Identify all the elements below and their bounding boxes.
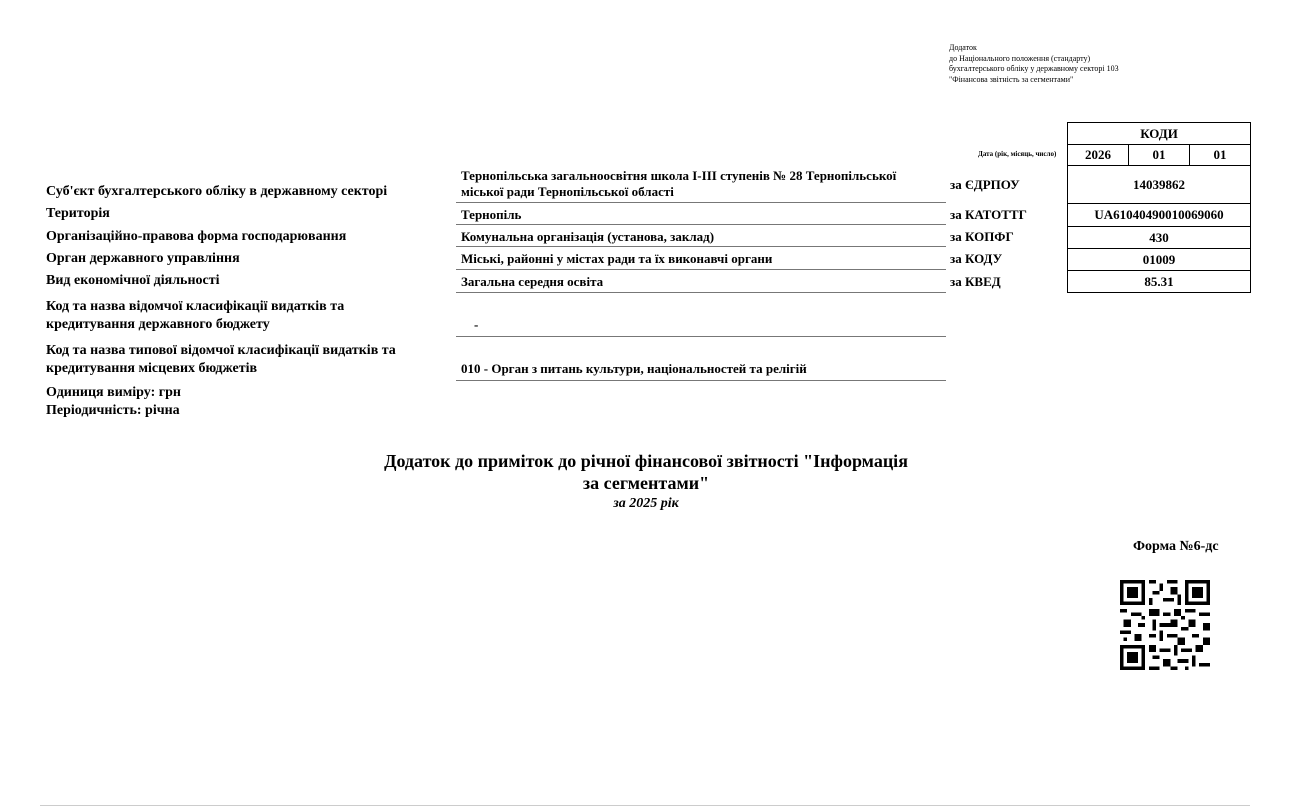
date-month: 01 bbox=[1128, 144, 1190, 166]
title-line: Додаток до приміток до річної фінансової звітності "Інформація bbox=[384, 451, 908, 471]
gov-body-label: Орган державного управління bbox=[46, 251, 240, 266]
state-budget-label bbox=[46, 298, 344, 334]
subject-label: Суб'єкт бухгалтерського обліку в державному секторі bbox=[46, 184, 388, 199]
katottg-label: за КАТОТТГ bbox=[950, 207, 1027, 222]
label-line: Код та назва типової відомчої класифікації видатків та bbox=[46, 343, 396, 358]
activity-label: Вид економічної діяльності bbox=[46, 273, 220, 288]
activity-value: Загальна середня освіта bbox=[461, 274, 604, 289]
value-line: міської ради Тернопільської області bbox=[461, 184, 674, 199]
underline bbox=[456, 202, 946, 203]
underline bbox=[456, 336, 946, 337]
edrpou-label: за ЄДРПОУ bbox=[950, 177, 1020, 192]
underline bbox=[456, 292, 946, 293]
katottg-code: UA61040490010069060 bbox=[1067, 203, 1251, 227]
form-number: Форма №6-дс bbox=[1133, 539, 1219, 554]
report-period: за 2025 рік bbox=[613, 496, 679, 511]
label-line: Код та назва відомчої класифікації видатків та bbox=[46, 299, 345, 314]
kopfg-code: 430 bbox=[1067, 226, 1251, 249]
territory-label: Територія bbox=[46, 206, 110, 221]
gov-body-value: Міські, районні у містах ради та їх виконавчі органи bbox=[461, 251, 773, 266]
underline bbox=[456, 269, 946, 270]
periodicity-label: Періодичність: річна bbox=[46, 403, 180, 418]
kved-code: 85.31 bbox=[1067, 270, 1251, 293]
unit-label: Одиниця виміру: грн bbox=[46, 385, 181, 400]
title-line: за сегментами" bbox=[582, 473, 710, 493]
kopfg-label: за КОПФГ bbox=[950, 229, 1014, 244]
date-year: 2026 bbox=[1067, 144, 1129, 166]
legal-form-value: Комунальна організація (установа, заклад) bbox=[461, 229, 715, 244]
edrpou-code: 14039862 bbox=[1067, 165, 1251, 204]
territory-value: Тернопіль bbox=[461, 207, 522, 222]
subject-value bbox=[461, 168, 896, 200]
date-day: 01 bbox=[1189, 144, 1251, 166]
date-label: Дата (рік, місяць, число) bbox=[978, 150, 1057, 158]
annex-note bbox=[949, 43, 1119, 85]
kodu-label: за КОДУ bbox=[950, 251, 1003, 266]
state-budget-value: - bbox=[474, 317, 479, 332]
local-budget-label bbox=[46, 342, 396, 378]
value-line: Тернопільська загальноосвітня школа І-ІІІ ступенів № 28 Тернопільської bbox=[461, 168, 897, 183]
annex-line: Додаток bbox=[949, 43, 977, 52]
label-line: кредитування державного бюджету bbox=[46, 317, 270, 332]
qr-code-icon bbox=[1120, 580, 1210, 670]
local-budget-value: 010 - Орган з питань культури, національностей та релігій bbox=[461, 361, 807, 376]
kodu-code: 01009 bbox=[1067, 248, 1251, 271]
report-title bbox=[0, 450, 1289, 494]
page-divider bbox=[40, 805, 1250, 806]
codes-header: КОДИ bbox=[1067, 122, 1251, 145]
underline bbox=[456, 224, 946, 225]
annex-line: бухгалтерського обліку у державному секторі 103 bbox=[949, 64, 1119, 73]
label-line: кредитування місцевих бюджетів bbox=[46, 361, 258, 376]
annex-line: до Національного положення (стандарту) bbox=[949, 53, 1091, 63]
annex-line: "Фінансова звітність за сегментами" bbox=[949, 74, 1074, 84]
underline bbox=[456, 380, 946, 381]
kved-label: за КВЕД bbox=[950, 274, 1001, 289]
legal-form-label: Організаційно-правова форма господарювання bbox=[46, 229, 347, 244]
underline bbox=[456, 246, 946, 247]
